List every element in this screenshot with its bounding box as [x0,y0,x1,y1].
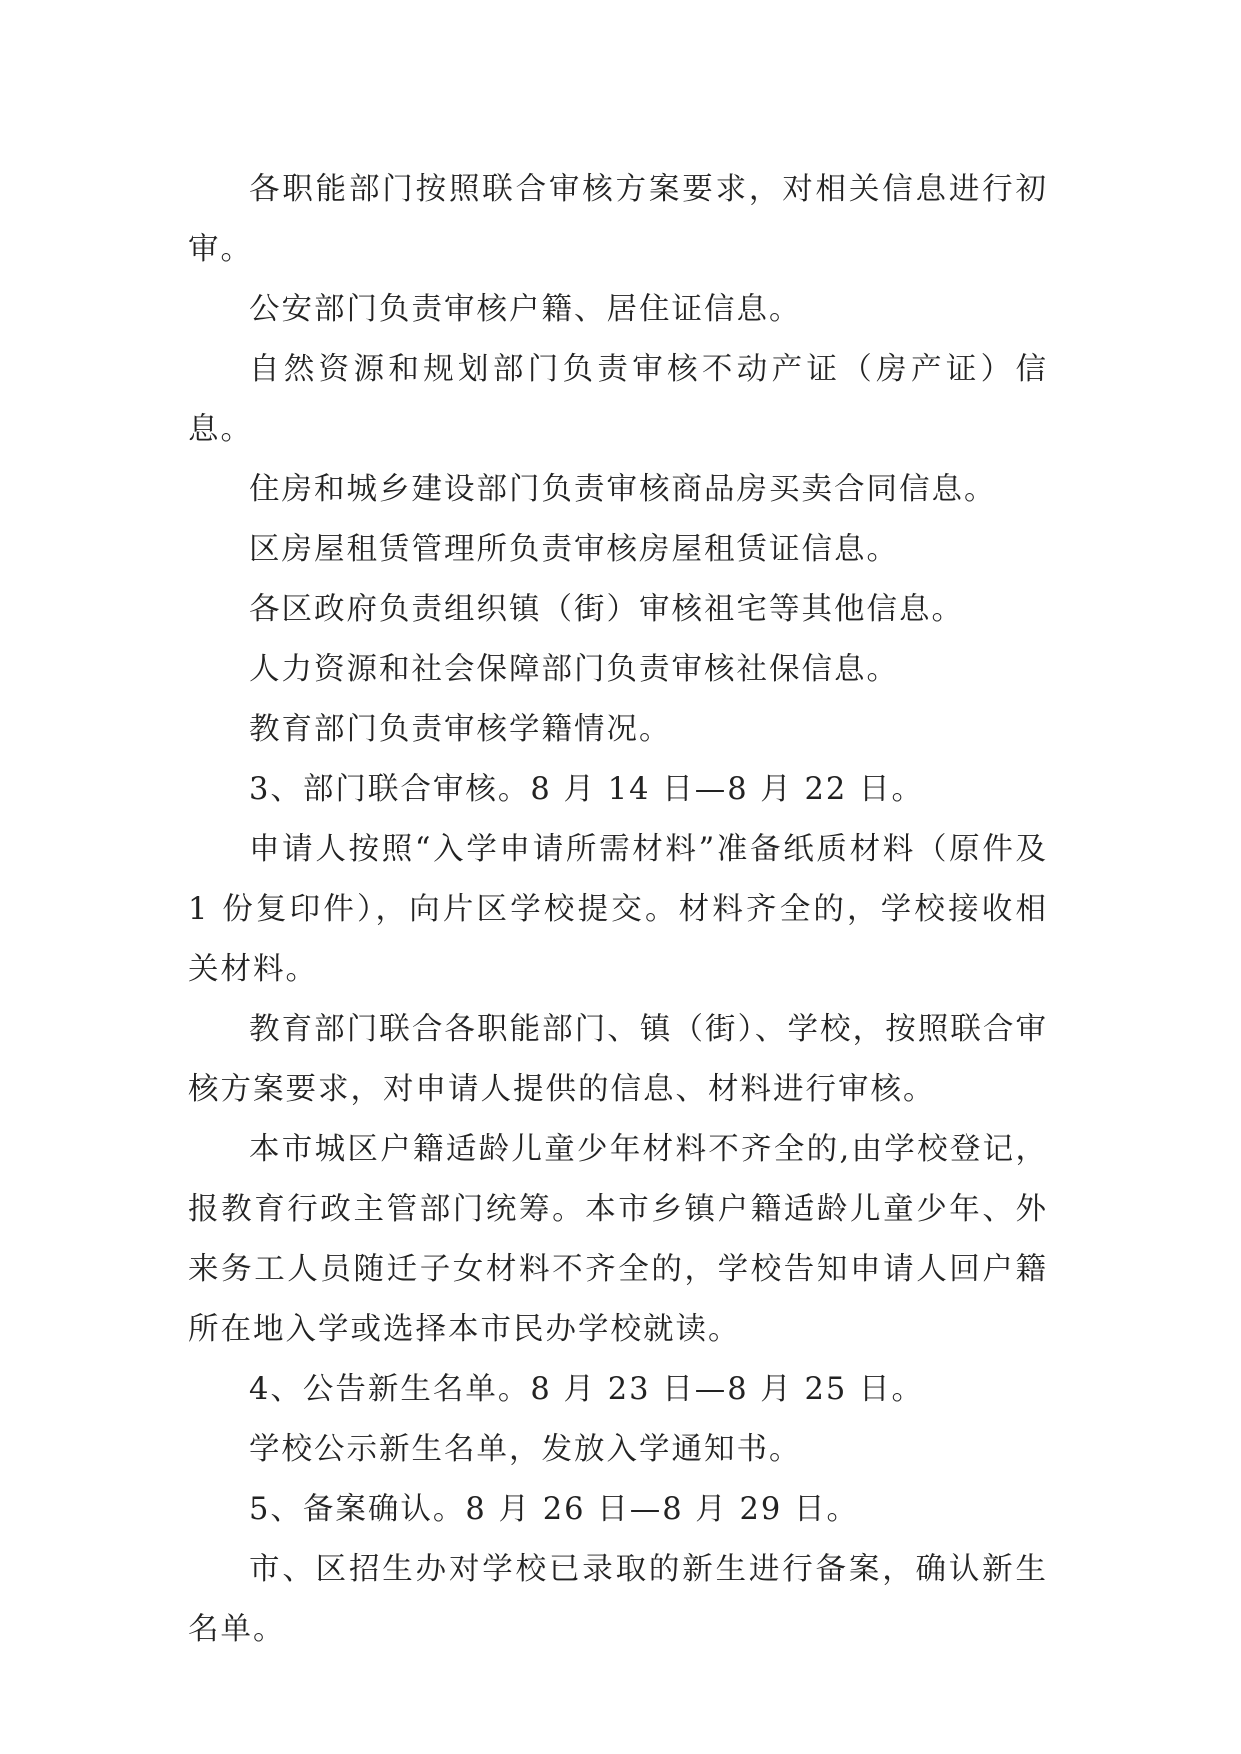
paragraph-joint-audit: 教育部门联合各职能部门、镇（街）、学校，按照联合审核方案要求，对申请人提供的信息、材料进行审核。 [188,1012,1048,1107]
paragraph-filing: 市、区招生办对学校已录取的新生进行备案，确认新生名单。 [188,1552,1048,1647]
paragraph-education-records: 教育部门负责审核学籍情况。 [249,712,672,747]
section-heading-filing-confirmation: 5、备案确认。8 月 26 日—8 月 29 日。 [249,1492,860,1527]
paragraph-preliminary-review: 各职能部门按照联合审核方案要求，对相关信息进行初审。 [188,172,1048,267]
paragraph-public-security: 公安部门负责审核户籍、居住证信息。 [249,292,802,327]
paragraph-incomplete-materials: 本市城区户籍适龄儿童少年材料不齐全的,由学校登记，报教育行政主管部门统筹。本市乡镇户籍适龄儿童少年、外来务工人员随迁子女材料不齐全的，学校告知申请人回户籍所在地入学或选择本市民办学校就读。 [188,1132,1048,1347]
paragraph-district-government: 各区政府负责组织镇（街）审核祖宅等其他信息。 [249,592,964,627]
paragraph-submit-materials: 申请人按照“入学申请所需材料”准备纸质材料（原件及 1 份复印件），向片区学校提交。材料齐全的，学校接收相关材料。 [188,832,1048,987]
paragraph-housing-construction: 住房和城乡建设部门负责审核商品房买卖合同信息。 [249,472,997,507]
paragraph-social-security: 人力资源和社会保障部门负责审核社保信息。 [249,652,899,687]
paragraph-rental-management: 区房屋租赁管理所负责审核房屋租赁证信息。 [249,532,899,567]
section-heading-announce-list: 4、公告新生名单。8 月 23 日—8 月 25 日。 [249,1372,925,1407]
document-body [188,160,1048,1660]
section-heading-joint-review: 3、部门联合审核。8 月 14 日—8 月 22 日。 [249,772,925,807]
paragraph-natural-resources: 自然资源和规划部门负责审核不动产证（房产证）信息。 [188,352,1048,447]
paragraph-publish-list: 学校公示新生名单，发放入学通知书。 [249,1432,802,1467]
